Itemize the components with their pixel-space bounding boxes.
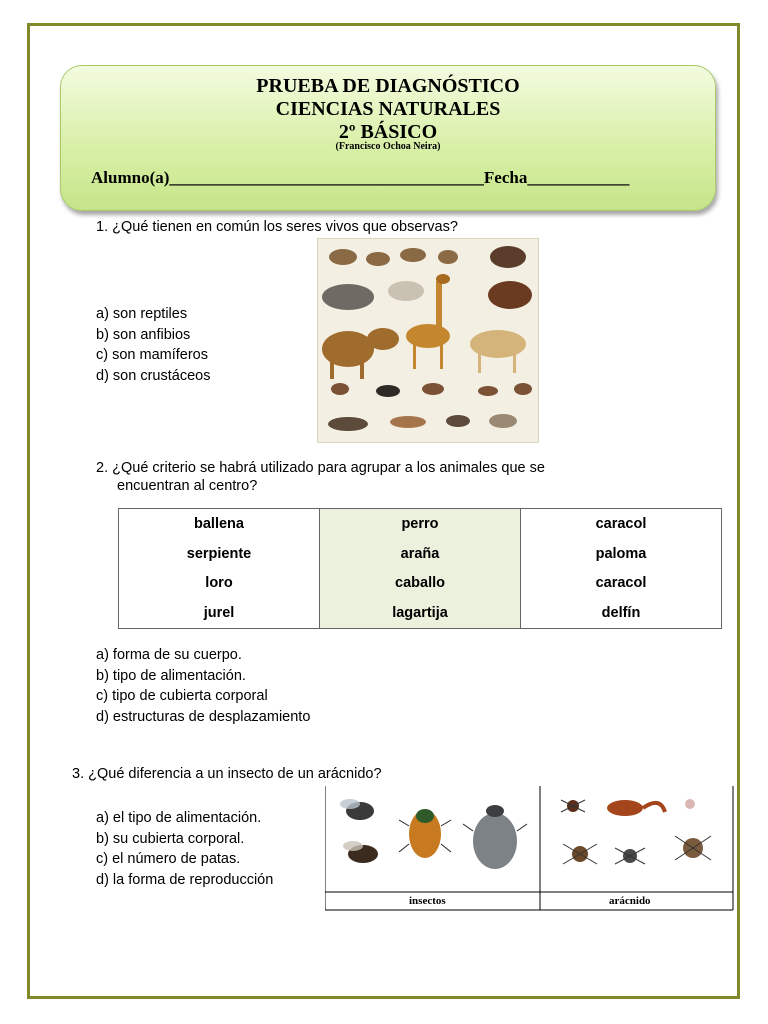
table-cell: caracol — [595, 515, 647, 532]
question-2-line-2: encuentran al centro? — [117, 478, 258, 494]
question-2-line-1: 2. ¿Qué criterio se habrá utilizado para agrupar a los animales que se — [96, 460, 545, 476]
header-box — [60, 65, 716, 211]
q3-option-c[interactable]: c) el número de patas. — [96, 851, 241, 867]
beetle-icon — [399, 809, 451, 858]
table-row — [119, 509, 722, 539]
title-line-3: 2º BÁSICO — [338, 121, 438, 143]
animal-groups-table — [118, 508, 722, 629]
author: (Francisco Ochoa Neira) — [335, 141, 441, 152]
q2-option-c[interactable]: c) tipo de cubierta corporal — [96, 688, 268, 704]
q2-option-d[interactable]: d) estructuras de desplazamiento — [96, 708, 311, 725]
caption-insects: insectos — [409, 895, 446, 907]
q2-options — [96, 645, 310, 727]
student-name-line: Alumno(a)_____________________________________Fecha____________ — [91, 168, 630, 187]
q3-options — [96, 808, 273, 890]
q2-option-a[interactable]: a) forma de su cuerpo. — [96, 647, 242, 663]
insects-arachnids-illustration — [325, 786, 734, 912]
q1-option-c[interactable]: c) son mamíferos — [96, 347, 208, 363]
q3-option-d[interactable]: d) la forma de reproducción — [96, 871, 274, 888]
fly-icon — [340, 799, 378, 863]
table-row — [119, 598, 722, 628]
mammals-illustration — [317, 238, 539, 443]
table-cell-center: caballo — [320, 568, 521, 598]
question-1: 1. ¿Qué tienen en común los seres vivos que observas? — [96, 219, 458, 235]
table-row — [119, 568, 722, 598]
q1-option-d[interactable]: d) son crustáceos — [96, 367, 211, 384]
table-cell: serpiente — [186, 545, 252, 562]
q1-option-a[interactable]: a) son reptiles — [96, 306, 188, 322]
q3-option-a[interactable]: a) el tipo de alimentación. — [96, 810, 262, 826]
table-cell: jurel — [203, 605, 235, 622]
table-cell-center: lagartija — [320, 598, 521, 628]
title-line-2: CIENCIAS NATURALES — [275, 98, 501, 120]
table-cell-center: perro — [320, 509, 521, 539]
table-cell: loro — [205, 575, 233, 592]
table-cell: ballena — [194, 515, 244, 532]
q1-option-b[interactable]: b) son anfibios — [96, 326, 191, 343]
q1-options — [96, 304, 210, 386]
question-3: 3. ¿Qué diferencia a un insecto de un arácnido? — [72, 766, 382, 782]
caption-arachnids: arácnido — [609, 895, 651, 907]
table-cell: delfín — [601, 605, 641, 622]
scarab-icon — [463, 805, 527, 869]
table-cell-center: araña — [320, 539, 521, 569]
table-row — [119, 539, 722, 569]
q3-option-b[interactable]: b) su cubierta corporal. — [96, 830, 245, 847]
q2-option-b[interactable]: b) tipo de alimentación. — [96, 667, 246, 684]
table-cell: paloma — [595, 545, 647, 562]
table-cell: caracol — [595, 575, 647, 592]
title-line-1: PRUEBA DE DIAGNÓSTICO — [256, 75, 520, 97]
